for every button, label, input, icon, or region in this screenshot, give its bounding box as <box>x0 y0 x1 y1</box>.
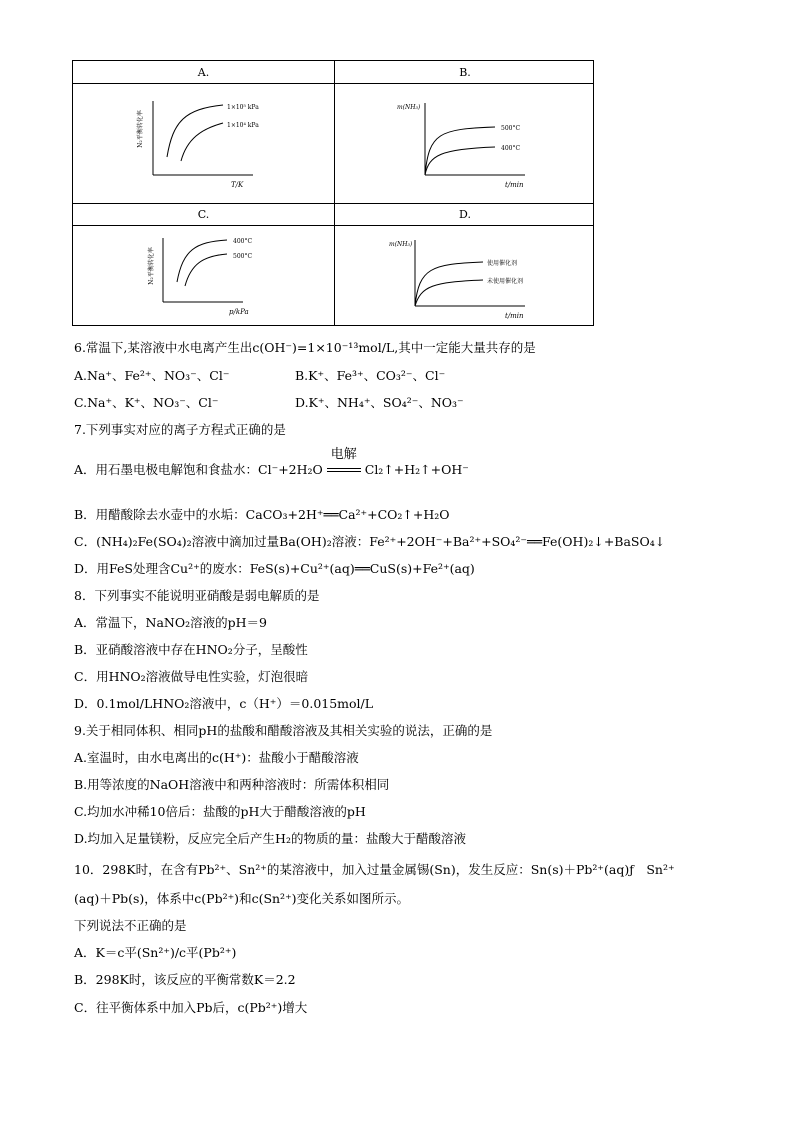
panel-d-xlabel: t/min <box>505 312 524 320</box>
panel-b-curve2-label: 400°C <box>501 145 521 152</box>
panel-a-ylabel: N₂平衡转化率 <box>137 110 144 148</box>
panel-a-curve-2 <box>181 123 223 161</box>
electrolysis-arrow <box>327 447 361 478</box>
q8-option-c: C．用HNO₂溶液做导电性实验，灯泡很暗 <box>74 669 309 684</box>
panel-c-curve1-label: 400°C <box>233 238 253 245</box>
panel-d-title: D. <box>459 208 471 221</box>
q7-option-c: C．(NH₄)₂Fe(SO₄)₂溶液中滴加过量Ba(OH)₂溶液：Fe²⁺+2OH⁻+Ba²⁺+SO₄²⁻══Fe(OH)₂↓+BaSO₄↓ <box>74 534 666 549</box>
q7-option-a-right: Cl₂↑+H₂↑+OH⁻ <box>364 462 469 477</box>
panel-b <box>335 61 595 203</box>
panel-b-title: B. <box>459 66 471 79</box>
q10-option-b: B．298K时，该反应的平衡常数K＝2.2 <box>74 972 296 987</box>
q9-option-d: D.均加入足量镁粉，反应完全后产生H₂的物质的量：盐酸大于醋酸溶液 <box>74 831 466 846</box>
panel-d-curve2-label: 未使用催化剂 <box>487 278 524 285</box>
panel-b-curve-1 <box>425 127 495 175</box>
q9-option-b: B.用等浓度的NaOH溶液中和两种溶液时：所需体积相同 <box>74 777 390 792</box>
q8-option-b: B．亚硝酸溶液中存在HNO₂分子，呈酸性 <box>74 642 308 657</box>
panel-c-xlabel: p/kPa <box>229 308 249 316</box>
q8-stem: 8．下列事实不能说明亚硝酸是弱电解质的是 <box>74 588 320 603</box>
q7-option-a <box>74 447 469 478</box>
q9-stem: 9.关于相同体积、相同pH的盐酸和醋酸溶液及其相关实验的说法，正确的是 <box>74 723 493 738</box>
panel-b-curve-2 <box>425 147 495 175</box>
q7-option-a-left: A．用石墨电极电解饱和食盐水：Cl⁻+2H₂O <box>74 462 323 477</box>
q10-stem-line1: 10．298K时，在含有Pb²⁺、Sn²⁺的某溶液中，加入过量金属锡(Sn)，发生反应：Sn(s)＋Pb²⁺(aq)ƒ Sn²⁺ <box>74 862 675 877</box>
panel-c-curve-2 <box>185 254 227 286</box>
figure-grid <box>72 60 594 326</box>
panel-d-curve-2 <box>415 280 483 306</box>
panel-a-curve2-label: 1×10⁴ kPa <box>227 122 259 129</box>
q10-option-a: A．K＝c平(Sn²⁺)/c平(Pb²⁺) <box>74 945 237 960</box>
panel-b-xlabel: t/min <box>505 181 524 189</box>
panel-d-curve1-label: 使用催化剂 <box>487 260 518 267</box>
panel-a-curve1-label: 1×10⁵ kPa <box>227 104 259 111</box>
q8-option-d: D．0.1mol/LHNO₂溶液中，c（H⁺）＝0.015mol/L <box>74 696 374 711</box>
q7-option-b: B．用醋酸除去水壶中的水垢：CaCO₃+2H⁺══Ca²⁺+CO₂↑+H₂O <box>74 507 450 522</box>
q6-option-b: B.K⁺、Fe³⁺、CO₃²⁻、Cl⁻ <box>295 368 446 383</box>
q10-option-c: C．往平衡体系中加入Pb后，c(Pb²⁺)增大 <box>74 1000 308 1015</box>
panel-a-xlabel: T/K <box>231 181 244 189</box>
panel-c-chart <box>73 204 334 327</box>
q7-option-d: D．用FeS处理含Cu²⁺的废水：FeS(s)+Cu²⁺(aq)══CuS(s)+Fe²⁺(aq) <box>74 561 475 576</box>
panel-b-ylabel: m(NH₃) <box>397 104 421 111</box>
q10-stem-line2: (aq)＋Pb(s)，体系中c(Pb²⁺)和c(Sn²⁺)变化关系如图所示。 <box>74 891 410 906</box>
panel-c-ylabel: N₂平衡转化率 <box>148 247 155 285</box>
q9-option-a: A.室温时，由水电离出的c(H⁺)：盐酸小于醋酸溶液 <box>74 750 359 765</box>
q9-option-c: C.均加水冲稀10倍后：盐酸的pH大于醋酸溶液的pH <box>74 804 366 819</box>
q6-stem: 6.常温下,某溶液中水电离产生出c(OH⁻)=1×10⁻¹³mol/L,其中一定能大量共存的是 <box>74 340 536 355</box>
panel-d-ylabel: m(NH₃) <box>389 241 413 248</box>
q6-option-a: A.Na⁺、Fe²⁺、NO₃⁻、Cl⁻ <box>74 368 230 383</box>
panel-d-curve-1 <box>415 262 483 306</box>
panel-a-chart <box>73 61 334 203</box>
q6-option-d: D.K⁺、NH₄⁺、SO₄²⁻、NO₃⁻ <box>295 395 464 410</box>
panel-b-chart <box>335 61 595 203</box>
panel-b-curve1-label: 500°C <box>501 125 521 132</box>
q7-stem: 7.下列事实对应的离子方程式正确的是 <box>74 422 286 437</box>
panel-c <box>73 204 334 327</box>
panel-c-title: C. <box>197 208 210 221</box>
panel-c-curve2-label: 500°C <box>233 253 253 260</box>
panel-a <box>73 61 334 203</box>
panel-d-chart <box>335 204 595 327</box>
q10-stem-line3: 下列说法不正确的是 <box>74 918 187 933</box>
electrolysis-label: 电解 <box>330 447 357 462</box>
q6-option-c: C.Na⁺、K⁺、NO₃⁻、Cl⁻ <box>74 395 219 410</box>
q8-option-a: A．常温下，NaNO₂溶液的pH＝9 <box>74 615 267 630</box>
panel-a-title: A. <box>197 66 210 79</box>
panel-a-curve-1 <box>167 105 223 157</box>
panel-d <box>335 204 595 327</box>
